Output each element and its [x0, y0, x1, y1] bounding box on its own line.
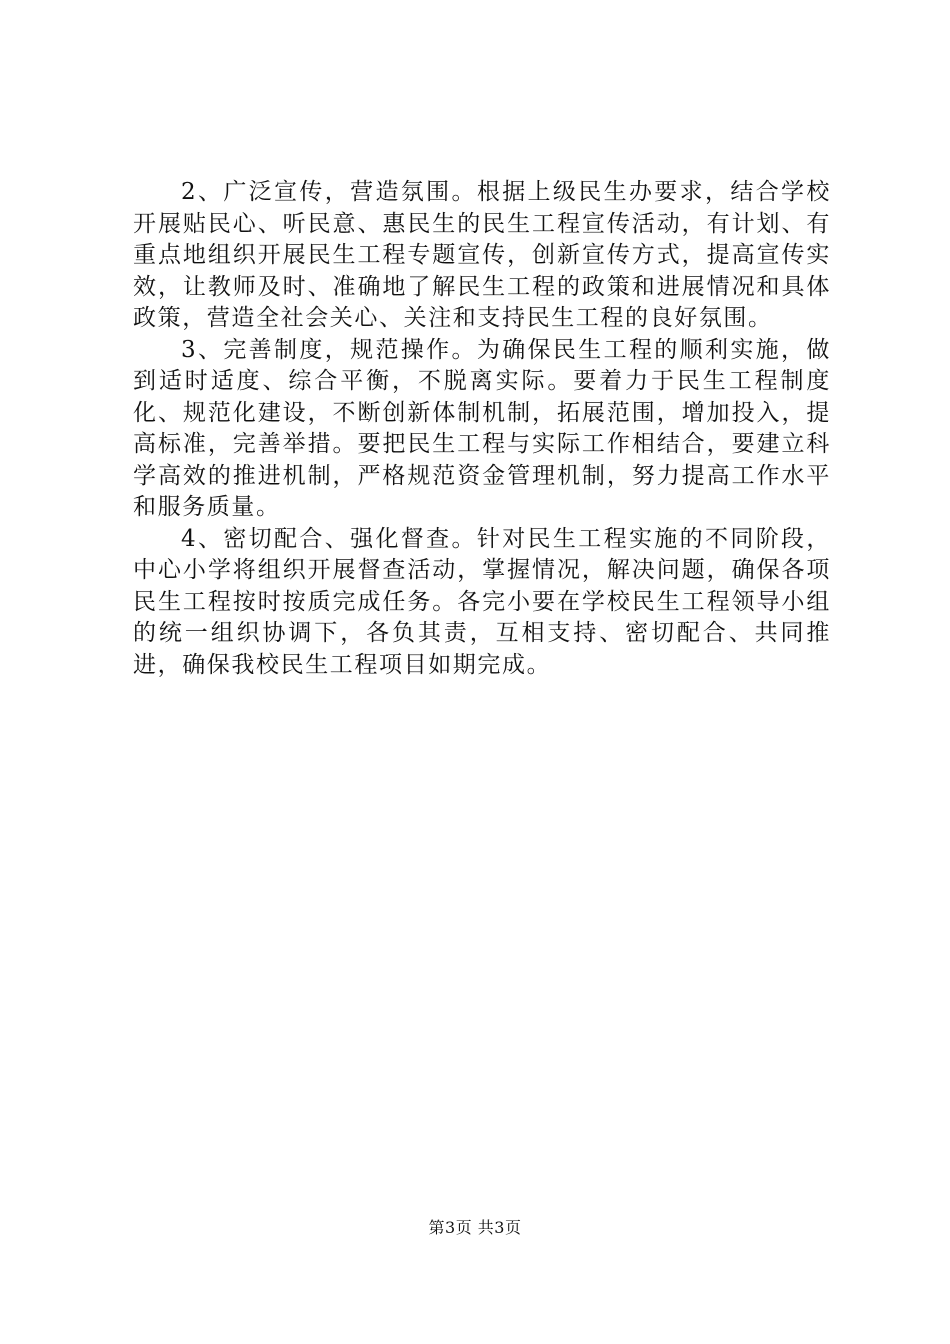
document-body: [133, 177, 831, 681]
page-number-footer: 第3页 共3页: [428, 1218, 522, 1237]
paragraph-system: 3、完善制度，规范操作。为确保民生工程的顺利实施，做到适时适度、综合平衡，不脱离实际。要着力于民生工程制度化、规范化建设，不断创新体制机制，拓展范围，增加投入，提高标准，完善举措。要把民生工程与实际工作相结合，要建立科学高效的推进机制，严格规范资金管理机制，努力提高工作水平和服务质量。: [133, 336, 831, 520]
paragraph-publicity: 2、广泛宣传，营造氛围。根据上级民生办要求，结合学校开展贴民心、听民意、惠民生的民生工程宣传活动，有计划、有重点地组织开展民生工程专题宣传，创新宣传方式，提高宣传实效，让教师及时、准确地了解民生工程的政策和进展情况和具体政策，营造全社会关心、关注和支持民生工程的良好氛围。: [133, 179, 831, 331]
paragraph-supervision: 4、密切配合、强化督查。针对民生工程实施的不同阶段，中心小学将组织开展督查活动，掌握情况，解决问题，确保各项民生工程按时按质完成任务。各完小要在学校民生工程领导小组的统一组织协调下，各负其责，互相支持、密切配合、共同推进，确保我校民生工程项目如期完成。: [133, 525, 831, 678]
